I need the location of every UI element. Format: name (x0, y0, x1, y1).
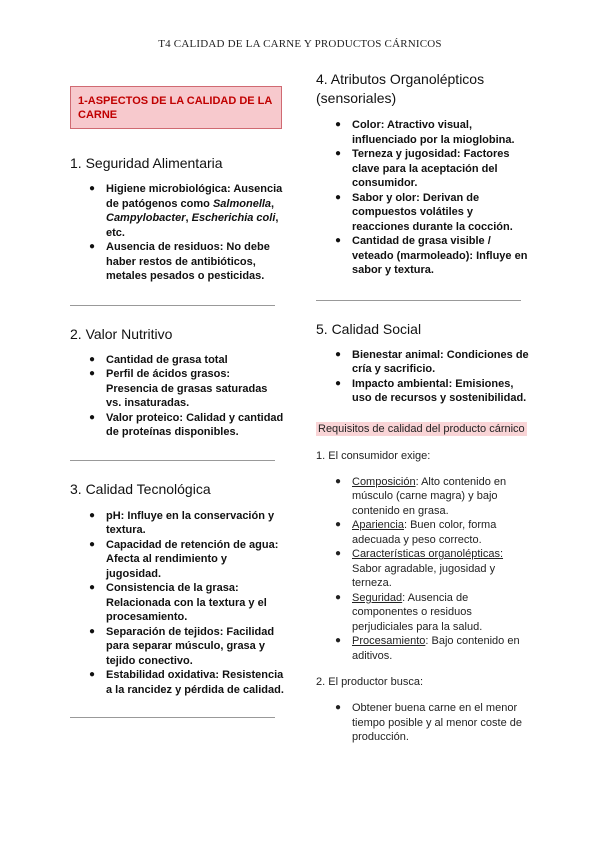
bullet-icon: ● (89, 241, 96, 252)
requirements-heading: Requisitos de calidad del producto cárnico (318, 422, 525, 435)
list-item: ● Obtener buena carne en el menor tiempo posible y al menor coste de producción. (335, 702, 522, 743)
list-item: ● Estabilidad oxidativa: Resistencia a la rancidez y pérdida de calidad. (89, 669, 284, 696)
list-item: ● Características organolépticas: Sabor agradable, jugosidad y terneza. (335, 548, 504, 589)
section-banner: 1-ASPECTOS DE LA CALIDAD DE LA CARNE (70, 86, 282, 129)
section-title-social: 5. Calidad Social (316, 320, 422, 337)
bullet-icon: ● (335, 348, 342, 360)
list-item: ● Apariencia: Buen color, forma adecuada y peso correcto. (335, 519, 497, 546)
section-title-tecnologica: 3. Calidad Tecnológica (70, 480, 211, 497)
bullet-icon: ● (335, 235, 342, 246)
list-item: ● pH: Influye en la conservación y textura. (89, 509, 275, 536)
list-item: ● Seguridad: Ausencia de componentes o residuos perjudiciales para la salud. (335, 591, 483, 633)
divider (70, 717, 275, 718)
bullet-icon: ● (89, 509, 96, 521)
bullet-icon: ● (335, 635, 342, 646)
list-nutritivo (70, 353, 285, 440)
bullet-icon: ● (335, 191, 342, 203)
page-title: T4 CALIDAD DE LA CARNE Y PRODUCTOS CÁRNICOS (158, 38, 442, 50)
list-item: ● Color: Atractivo visual, influenciado por la mioglobina. (335, 119, 515, 146)
list-social (316, 348, 531, 406)
list-item: ● Sabor y olor: Derivan de compuestos volátiles y reacciones durante la cocción. (335, 191, 513, 233)
producer-heading: 2. El productor busca: (316, 676, 424, 688)
section-title-organolepticos: 4. Atributos Organolépticos (sensoriales) (316, 71, 485, 106)
section-title-nutritivo: 2. Valor Nutritivo (70, 325, 173, 342)
consumer-heading: 1. El consumidor exige: (316, 449, 431, 462)
bullet-icon: ● (89, 411, 96, 423)
list-seguridad (70, 182, 285, 284)
list-item: ● Impacto ambiental: Emisiones, uso de recursos y sostenibilidad. (335, 377, 527, 404)
list-item: ● Bienestar animal: Condiciones de cría y sacrificio. (335, 348, 529, 375)
list-item: ● Valor proteico: Calidad y cantidad de proteínas disponibles. (89, 411, 284, 438)
list-item: ● Capacidad de retención de agua: Afecta al rendimiento y jugosidad. (89, 538, 279, 580)
list-item: ● Composición: Alto contenido en músculo (carne magra) y bajo contenido en grasa. (335, 475, 507, 517)
list-item: ● Terneza y jugosidad: Factores clave para la aceptación del consumidor. (335, 148, 510, 189)
divider (70, 460, 275, 461)
list-item: ● Cantidad de grasa visible / veteado (marmoleado): Influye en sabor y textura. (335, 235, 528, 276)
divider (316, 300, 521, 301)
bullet-icon: ● (335, 475, 342, 487)
bullet-icon: ● (89, 669, 96, 680)
bullet-icon: ● (335, 148, 342, 159)
bullet-icon: ● (335, 548, 342, 559)
list-item: ● Consistencia de la grasa: Relacionada con la textura y el procesamiento. (89, 582, 267, 623)
bullet-icon: ● (89, 368, 96, 379)
right-column (316, 70, 531, 745)
requirements-block (316, 419, 531, 437)
list-item: ● Procesamiento: Bajo contenido en aditivos. (335, 635, 520, 662)
divider (70, 305, 275, 306)
bullet-icon: ● (89, 538, 96, 550)
left-column (70, 86, 285, 718)
bullet-icon: ● (89, 625, 96, 637)
bullet-icon: ● (89, 353, 96, 365)
list-item: ● Cantidad de grasa total (89, 353, 228, 366)
list-tecnologica (70, 509, 285, 698)
list-item: ● Ausencia de residuos: No debe haber restos de antibióticos, metales pesados o pesticidas. (89, 241, 270, 282)
bullet-icon: ● (335, 519, 342, 530)
list-producer (316, 701, 531, 745)
bullet-icon: ● (335, 591, 342, 603)
list-item: ● Perfil de ácidos grasos: Presencia de grasas saturadas vs. insaturadas. (89, 368, 268, 409)
list-consumer (316, 475, 531, 664)
list-item: ● Higiene microbiológica: Ausencia de patógenos como Salmonella, Campylobacter, Escherichia coli, etc. (89, 183, 283, 239)
bullet-icon: ● (335, 702, 342, 713)
bullet-icon: ● (89, 183, 96, 194)
section-title-seguridad: 1. Seguridad Alimentaria (70, 155, 223, 171)
list-organolepticos (316, 118, 531, 278)
bullet-icon: ● (335, 119, 342, 130)
list-item: ● Separación de tejidos: Facilidad para separar músculo, grasa y tejido conectivo. (89, 625, 275, 667)
bullet-icon: ● (335, 377, 342, 389)
bullet-icon: ● (89, 582, 96, 593)
